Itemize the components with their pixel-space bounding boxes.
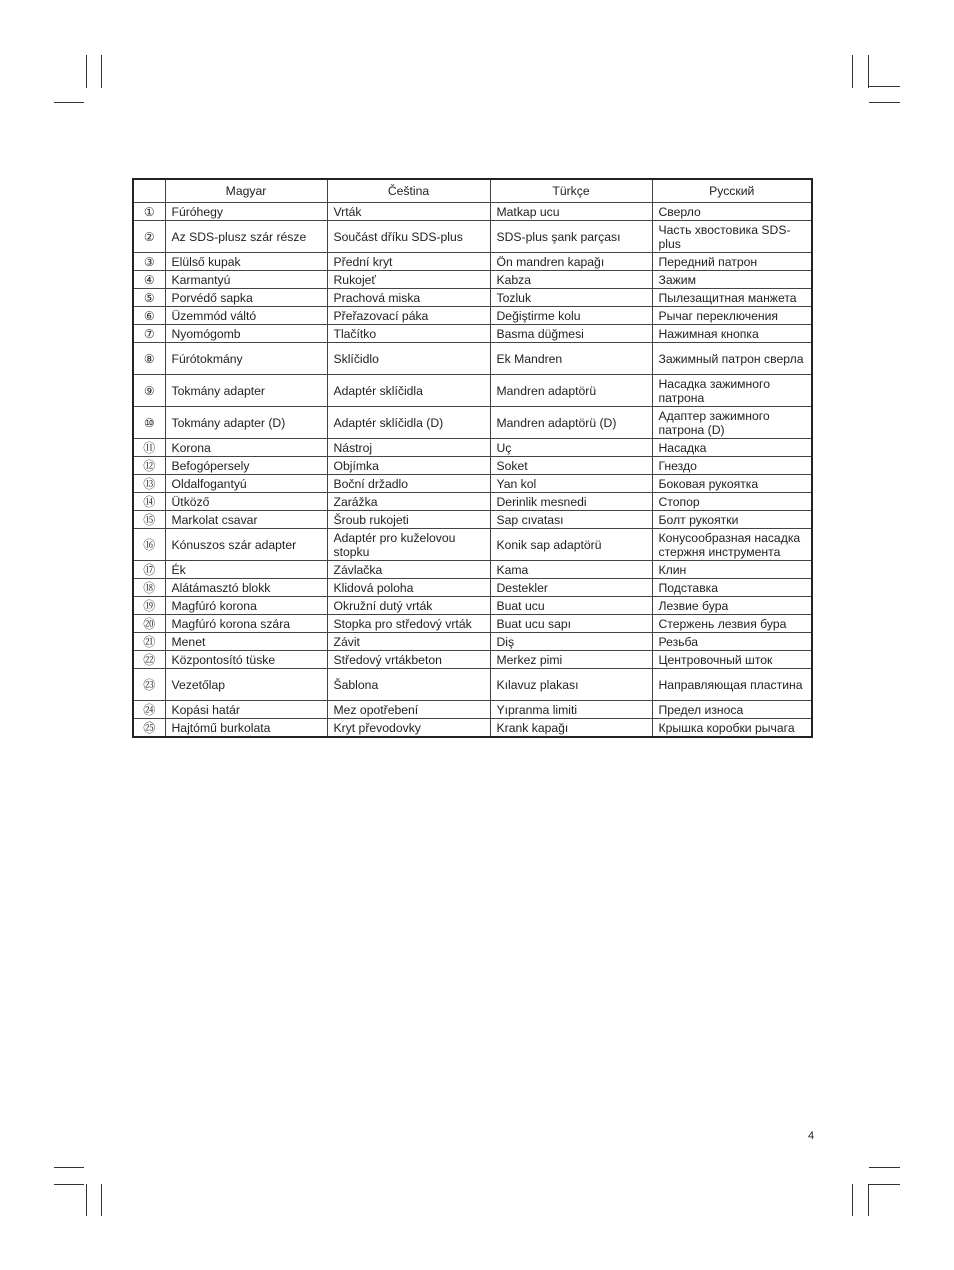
cell-turkce: Buat ucu: [490, 597, 652, 615]
cell-cestina: Vrták: [327, 203, 490, 221]
crop-mark: [852, 55, 853, 88]
cell-turkce: Kabza: [490, 271, 652, 289]
table-row: [133, 669, 812, 701]
cell-magyar: Tokmány adapter: [165, 375, 327, 407]
cell-magyar: Nyomógomb: [165, 325, 327, 343]
table-row: [133, 325, 812, 343]
cell-turkce: SDS-plus şank parçası: [490, 221, 652, 253]
cell-russkiy: Подставка: [652, 579, 812, 597]
table-row: [133, 457, 812, 475]
cell-turkce: Krank kapağı: [490, 719, 652, 738]
cell-magyar: Az SDS-plusz szár része: [165, 221, 327, 253]
cell-magyar: Vezetőlap: [165, 669, 327, 701]
table-row: [133, 493, 812, 511]
cell-cestina: Rukojeť: [327, 271, 490, 289]
cell-magyar: Markolat csavar: [165, 511, 327, 529]
cell-magyar: Tokmány adapter (D): [165, 407, 327, 439]
row-number: ⑰: [133, 561, 165, 579]
table-row: [133, 289, 812, 307]
cell-magyar: Magfúró korona szára: [165, 615, 327, 633]
cell-cestina: Zarážka: [327, 493, 490, 511]
table-row: [133, 511, 812, 529]
cell-turkce: Buat ucu sapı: [490, 615, 652, 633]
cell-magyar: Kónuszos szár adapter: [165, 529, 327, 561]
crop-mark: [869, 86, 900, 87]
cell-turkce: Basma düğmesi: [490, 325, 652, 343]
cell-magyar: Oldalfogantyú: [165, 475, 327, 493]
crop-mark: [86, 1184, 87, 1216]
row-number: ㉔: [133, 701, 165, 719]
cell-magyar: Karmantyú: [165, 271, 327, 289]
cell-russkiy: Зажим: [652, 271, 812, 289]
crop-mark: [869, 1167, 900, 1168]
cell-cestina: Adaptér pro kuželovou stopku: [327, 529, 490, 561]
table-row: [133, 597, 812, 615]
cell-turkce: Merkez pimi: [490, 651, 652, 669]
table-row: [133, 701, 812, 719]
row-number: ⑯: [133, 529, 165, 561]
cell-cestina: Tlačítko: [327, 325, 490, 343]
cell-cestina: Sklíčidlo: [327, 343, 490, 375]
cell-russkiy: Центровочный шток: [652, 651, 812, 669]
row-number: ⑧: [133, 343, 165, 375]
crop-mark: [54, 1167, 84, 1168]
table-header-row: [133, 179, 812, 203]
column-header-number: [133, 179, 165, 203]
cell-russkiy: Резьба: [652, 633, 812, 651]
cell-magyar: Elülső kupak: [165, 253, 327, 271]
table-row: [133, 529, 812, 561]
row-number: ④: [133, 271, 165, 289]
cell-cestina: Závit: [327, 633, 490, 651]
table-row: [133, 579, 812, 597]
page-number: 4: [808, 1130, 815, 1142]
row-number: ⑦: [133, 325, 165, 343]
row-number: ⑥: [133, 307, 165, 325]
cell-magyar: Korona: [165, 439, 327, 457]
row-number: ①: [133, 203, 165, 221]
cell-cestina: Prachová miska: [327, 289, 490, 307]
cell-cestina: Přední kryt: [327, 253, 490, 271]
cell-cestina: Adaptér sklíčidla (D): [327, 407, 490, 439]
cell-turkce: Derinlik mesnedi: [490, 493, 652, 511]
cell-cestina: Součást dříku SDS-plus: [327, 221, 490, 253]
cell-cestina: Kryt převodovky: [327, 719, 490, 738]
table-body: [133, 203, 812, 738]
cell-cestina: Šroub rukojeti: [327, 511, 490, 529]
cell-turkce: Mandren adaptörü (D): [490, 407, 652, 439]
crop-mark: [868, 1184, 869, 1216]
cell-turkce: Ek Mandren: [490, 343, 652, 375]
table-row: [133, 307, 812, 325]
row-number: ㉓: [133, 669, 165, 701]
row-number: ㉑: [133, 633, 165, 651]
row-number: ⑪: [133, 439, 165, 457]
cell-russkiy: Стержень лезвия бура: [652, 615, 812, 633]
cell-turkce: Kama: [490, 561, 652, 579]
cell-turkce: Matkap ucu: [490, 203, 652, 221]
cell-cestina: Mez opotřebení: [327, 701, 490, 719]
cell-turkce: Konik sap adaptörü: [490, 529, 652, 561]
cell-turkce: Yıpranma limiti: [490, 701, 652, 719]
cell-magyar: Ék: [165, 561, 327, 579]
cell-russkiy: Нажимная кнопка: [652, 325, 812, 343]
cell-turkce: Tozluk: [490, 289, 652, 307]
table-row: [133, 343, 812, 375]
cell-cestina: Stopka pro středový vrták: [327, 615, 490, 633]
crop-mark: [869, 102, 900, 103]
crop-mark: [86, 55, 87, 88]
row-number: ⑩: [133, 407, 165, 439]
cell-cestina: Klidová poloha: [327, 579, 490, 597]
row-number: ⑲: [133, 597, 165, 615]
cell-magyar: Ütköző: [165, 493, 327, 511]
crop-mark: [869, 1184, 900, 1185]
cell-magyar: Fúróhegy: [165, 203, 327, 221]
row-number: ⑳: [133, 615, 165, 633]
cell-turkce: Uç: [490, 439, 652, 457]
crop-mark: [54, 102, 84, 103]
cell-russkiy: Болт рукоятки: [652, 511, 812, 529]
cell-russkiy: Направляющая пластина: [652, 669, 812, 701]
cell-russkiy: Пылезащитная манжета: [652, 289, 812, 307]
table-row: [133, 651, 812, 669]
cell-russkiy: Крышка коробки рычага: [652, 719, 812, 738]
cell-turkce: Soket: [490, 457, 652, 475]
row-number: ②: [133, 221, 165, 253]
row-number: ㉒: [133, 651, 165, 669]
cell-turkce: Yan kol: [490, 475, 652, 493]
table-row: [133, 253, 812, 271]
table-row: [133, 561, 812, 579]
column-header-cestina: Čeština: [327, 179, 490, 203]
crop-mark: [54, 1184, 84, 1185]
cell-turkce: Kılavuz plakası: [490, 669, 652, 701]
cell-cestina: Objímka: [327, 457, 490, 475]
cell-cestina: Přeřazovací páka: [327, 307, 490, 325]
cell-russkiy: Гнездо: [652, 457, 812, 475]
table-row: [133, 203, 812, 221]
cell-magyar: Üzemmód váltó: [165, 307, 327, 325]
cell-magyar: Fúrótokmány: [165, 343, 327, 375]
cell-russkiy: Насадка зажимного патрона: [652, 375, 812, 407]
cell-cestina: Okružní dutý vrták: [327, 597, 490, 615]
cell-cestina: Adaptér sklíčidla: [327, 375, 490, 407]
cell-turkce: Destekler: [490, 579, 652, 597]
cell-russkiy: Рычаг переключения: [652, 307, 812, 325]
cell-magyar: Kopási határ: [165, 701, 327, 719]
row-number: ⑱: [133, 579, 165, 597]
cell-cestina: Boční držadlo: [327, 475, 490, 493]
cell-russkiy: Часть хвостовика SDS-plus: [652, 221, 812, 253]
row-number: ⑭: [133, 493, 165, 511]
table-row: [133, 633, 812, 651]
table-row: [133, 271, 812, 289]
cell-magyar: Porvédő sapka: [165, 289, 327, 307]
cell-russkiy: Насадка: [652, 439, 812, 457]
crop-mark: [852, 1184, 853, 1216]
crop-mark: [101, 1184, 102, 1216]
row-number: ⑬: [133, 475, 165, 493]
cell-turkce: Sap cıvatası: [490, 511, 652, 529]
crop-mark: [101, 55, 102, 88]
cell-magyar: Központosító tüske: [165, 651, 327, 669]
cell-magyar: Hajtómű burkolata: [165, 719, 327, 738]
cell-magyar: Befogópersely: [165, 457, 327, 475]
table-row: [133, 719, 812, 738]
cell-turkce: Ön mandren kapağı: [490, 253, 652, 271]
cell-russkiy: Предел износа: [652, 701, 812, 719]
cell-russkiy: Сверло: [652, 203, 812, 221]
cell-russkiy: Передний патрон: [652, 253, 812, 271]
cell-turkce: Mandren adaptörü: [490, 375, 652, 407]
cell-russkiy: Лезвие бура: [652, 597, 812, 615]
cell-russkiy: Конусообразная насадка стержня инструмента: [652, 529, 812, 561]
row-number: ㉕: [133, 719, 165, 738]
row-number: ⑨: [133, 375, 165, 407]
column-header-russkiy: Русский: [652, 179, 812, 203]
cell-magyar: Menet: [165, 633, 327, 651]
table-row: [133, 221, 812, 253]
row-number: ⑫: [133, 457, 165, 475]
cell-cestina: Závlačka: [327, 561, 490, 579]
table-row: [133, 475, 812, 493]
cell-russkiy: Стопор: [652, 493, 812, 511]
parts-table: [132, 178, 813, 738]
crop-mark: [868, 55, 869, 88]
cell-magyar: Magfúró korona: [165, 597, 327, 615]
row-number: ⑮: [133, 511, 165, 529]
table-row: [133, 615, 812, 633]
cell-russkiy: Клин: [652, 561, 812, 579]
table-row: [133, 439, 812, 457]
cell-russkiy: Адаптер зажимного патрона (D): [652, 407, 812, 439]
cell-turkce: Diş: [490, 633, 652, 651]
cell-magyar: Alátámasztó blokk: [165, 579, 327, 597]
column-header-magyar: Magyar: [165, 179, 327, 203]
cell-russkiy: Боковая рукоятка: [652, 475, 812, 493]
cell-cestina: Středový vrtákbeton: [327, 651, 490, 669]
table-row: [133, 375, 812, 407]
row-number: ⑤: [133, 289, 165, 307]
cell-cestina: Nástroj: [327, 439, 490, 457]
row-number: ③: [133, 253, 165, 271]
column-header-turkce: Türkçe: [490, 179, 652, 203]
cell-cestina: Šablona: [327, 669, 490, 701]
cell-turkce: Değiştirme kolu: [490, 307, 652, 325]
cell-russkiy: Зажимный патрон сверла: [652, 343, 812, 375]
table-row: [133, 407, 812, 439]
